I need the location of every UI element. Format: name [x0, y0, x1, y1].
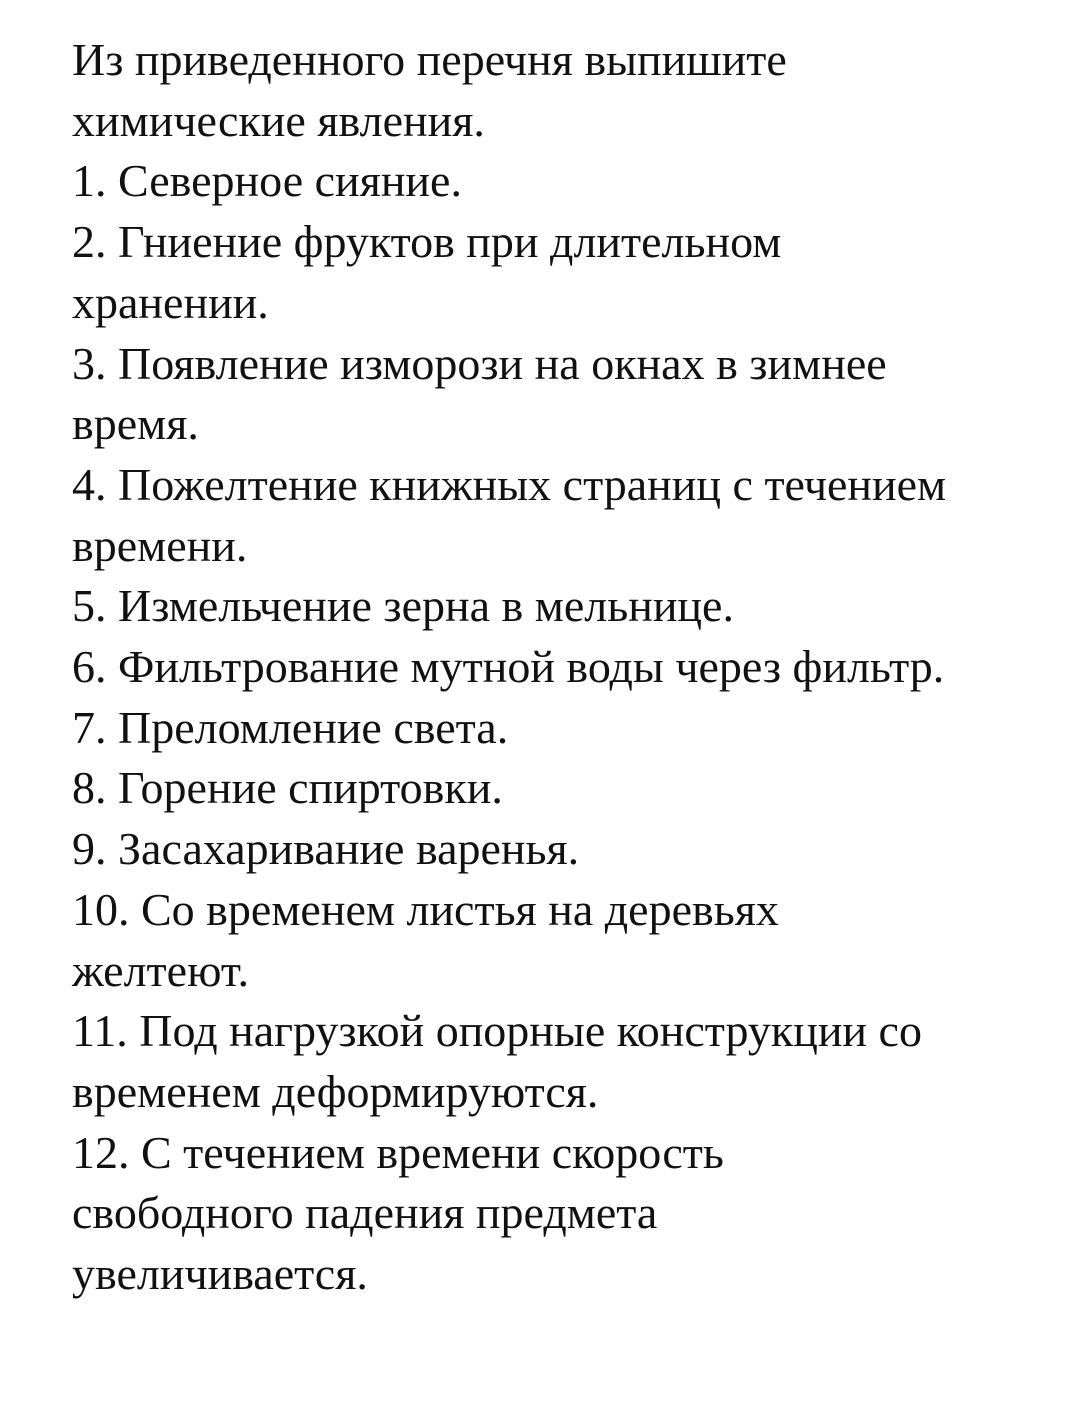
list-item-2-line-1: 2. Гниение фруктов при длительном — [72, 216, 782, 268]
list-item-6: 6. Фильтрование мутной воды через фильтр. — [72, 641, 945, 693]
list-item-5: 5. Измельчение зерна в мельнице. — [72, 580, 734, 632]
list-item-12-line-2: свободного падения предмета — [72, 1187, 658, 1239]
list-item-3-line-2: время. — [72, 398, 199, 450]
list-item-11-line-1: 11. Под нагрузкой опорные конструкции со — [72, 1005, 922, 1057]
list-item-12-line-3: увеличивается. — [72, 1248, 368, 1300]
instruction-line-2: химические явления. — [72, 94, 485, 146]
list-item-8: 8. Горение спиртовки. — [72, 762, 503, 814]
list-item-7: 7. Преломление света. — [72, 701, 509, 753]
instruction-line-1: Из приведенного перечня выпишите — [72, 34, 787, 85]
list-item-9: 9. Засахаривание варенья. — [72, 823, 580, 875]
list-item-4-line-2: времени. — [72, 519, 248, 571]
list-item-2-line-2: хранении. — [72, 276, 269, 328]
document-text — [72, 30, 1032, 1305]
list-item-11-line-2: временем деформируются. — [72, 1065, 599, 1117]
list-item-3-line-1: 3. Появление изморози на окнах в зимнее — [72, 337, 887, 389]
list-item-1: 1. Северное сияние. — [72, 155, 462, 207]
list-item-12-line-1: 12. С течением времени скорость — [72, 1126, 724, 1178]
list-item-10-line-1: 10. Со временем листья на деревьях — [72, 883, 779, 935]
list-item-10-line-2: желтеют. — [72, 944, 249, 996]
list-item-4-line-1: 4. Пожелтение книжных страниц с течением — [72, 458, 947, 510]
